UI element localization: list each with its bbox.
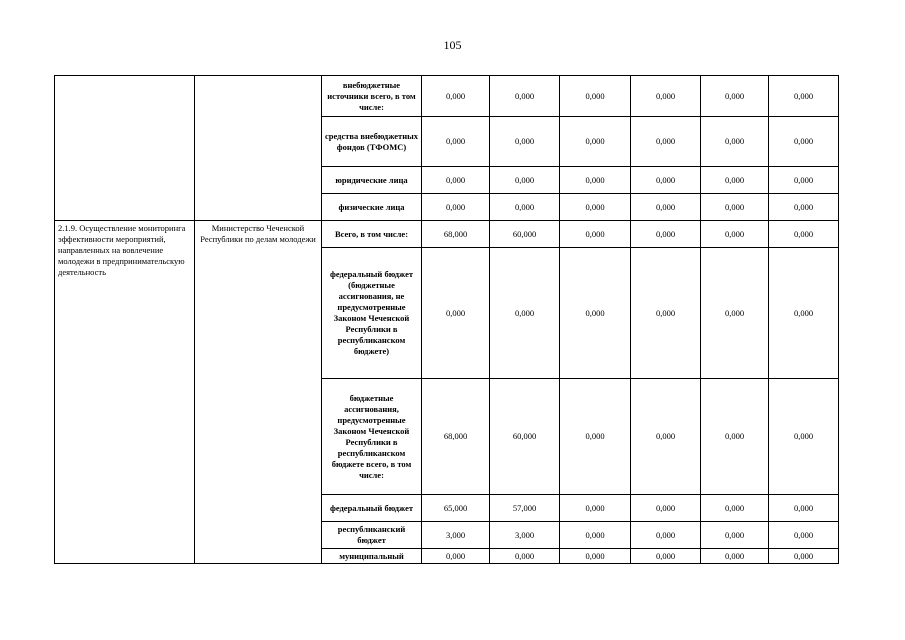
value-cell: 0,000: [490, 549, 560, 564]
row-label: юридические лица: [322, 167, 422, 194]
value-cell: 0,000: [560, 248, 631, 379]
value-cell: 0,000: [701, 549, 769, 564]
value-cell: 0,000: [631, 194, 701, 221]
value-cell: 0,000: [769, 522, 839, 549]
row-label: внебюджетные источники всего, в том числе:: [322, 76, 422, 117]
value-cell: 0,000: [769, 221, 839, 248]
row-label: Всего, в том числе:: [322, 221, 422, 248]
budget-table: [54, 75, 839, 564]
value-cell: 3,000: [490, 522, 560, 549]
executor-cell: Министерство Чеченской Республики по делам молодежи: [195, 221, 322, 564]
value-cell: 0,000: [490, 194, 560, 221]
value-cell: 68,000: [422, 379, 490, 495]
value-cell: 0,000: [701, 248, 769, 379]
value-cell: 0,000: [422, 76, 490, 117]
value-cell: 0,000: [631, 379, 701, 495]
value-cell: 0,000: [422, 549, 490, 564]
value-cell: 0,000: [631, 522, 701, 549]
value-cell: 0,000: [560, 76, 631, 117]
value-cell: 0,000: [769, 549, 839, 564]
value-cell: 0,000: [560, 549, 631, 564]
row-label: республиканский бюджет: [322, 522, 422, 549]
value-cell: 0,000: [631, 495, 701, 522]
value-cell: 0,000: [560, 167, 631, 194]
value-cell: 0,000: [631, 117, 701, 167]
value-cell: 0,000: [701, 379, 769, 495]
row-label: муниципальный: [322, 549, 422, 564]
value-cell: 57,000: [490, 495, 560, 522]
value-cell: 0,000: [490, 76, 560, 117]
value-cell: 0,000: [769, 194, 839, 221]
value-cell: 0,000: [631, 248, 701, 379]
empty-item-cell: [55, 76, 195, 221]
table-row: [55, 76, 839, 117]
row-label: федеральный бюджет: [322, 495, 422, 522]
value-cell: 0,000: [769, 117, 839, 167]
value-cell: 0,000: [422, 248, 490, 379]
value-cell: 0,000: [769, 76, 839, 117]
value-cell: 0,000: [490, 117, 560, 167]
value-cell: 0,000: [631, 167, 701, 194]
item-title-cell: 2.1.9. Осуществление мониторинга эффективности мероприятий, направленных на вовлечение молодежи в предпринимательскую деятельность: [55, 221, 195, 564]
value-cell: 0,000: [701, 76, 769, 117]
value-cell: 0,000: [701, 167, 769, 194]
value-cell: 0,000: [701, 117, 769, 167]
page-number: 105: [443, 38, 462, 52]
value-cell: 0,000: [560, 221, 631, 248]
value-cell: 0,000: [422, 117, 490, 167]
value-cell: 0,000: [769, 248, 839, 379]
row-label: физические лица: [322, 194, 422, 221]
value-cell: 60,000: [490, 379, 560, 495]
value-cell: 0,000: [769, 495, 839, 522]
value-cell: 68,000: [422, 221, 490, 248]
value-cell: 65,000: [422, 495, 490, 522]
value-cell: 0,000: [701, 194, 769, 221]
value-cell: 0,000: [701, 495, 769, 522]
value-cell: 0,000: [701, 221, 769, 248]
value-cell: 0,000: [560, 379, 631, 495]
value-cell: 0,000: [422, 194, 490, 221]
value-cell: 3,000: [422, 522, 490, 549]
value-cell: 0,000: [560, 522, 631, 549]
value-cell: 0,000: [422, 167, 490, 194]
value-cell: 0,000: [490, 248, 560, 379]
value-cell: 0,000: [490, 167, 560, 194]
value-cell: 0,000: [631, 76, 701, 117]
value-cell: 0,000: [560, 117, 631, 167]
row-label: бюджетные ассигнования, предусмотренные Законом Чеченской Республики в республиканском бюджете всего, в том числе:: [322, 379, 422, 495]
value-cell: 0,000: [769, 379, 839, 495]
value-cell: 60,000: [490, 221, 560, 248]
value-cell: 0,000: [631, 221, 701, 248]
value-cell: 0,000: [560, 194, 631, 221]
value-cell: 0,000: [560, 495, 631, 522]
row-label: средства внебюджетных фондов (ТФОМС): [322, 117, 422, 167]
value-cell: 0,000: [631, 549, 701, 564]
row-label: федеральный бюджет (бюджетные ассигнования, не предусмотренные Законом Чеченской Республики в республиканском бюджете): [322, 248, 422, 379]
value-cell: 0,000: [769, 167, 839, 194]
empty-executor-cell: [195, 76, 322, 221]
value-cell: 0,000: [701, 522, 769, 549]
table-row: [55, 221, 839, 248]
